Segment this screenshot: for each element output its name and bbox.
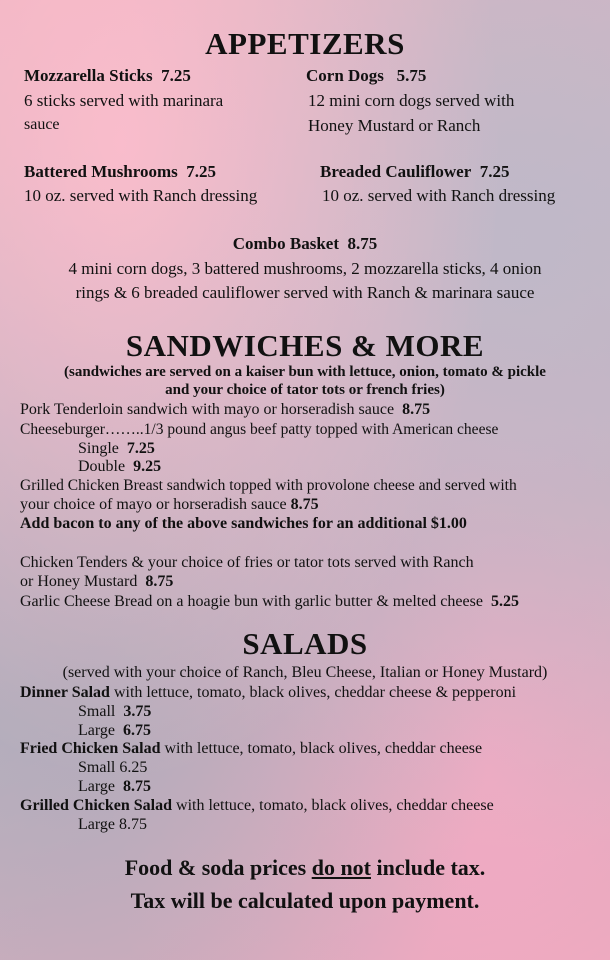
mushrooms-name: Battered Mushrooms bbox=[24, 162, 178, 181]
dinner-salad-name: Dinner Salad bbox=[20, 684, 110, 701]
corn-dogs-desc-1: 12 mini corn dogs served with bbox=[308, 91, 515, 110]
dinner-large-line bbox=[78, 722, 151, 740]
combo-title bbox=[0, 234, 610, 254]
combo-desc-2: rings & 6 breaded cauliflower served with Ranch & marinara sauce bbox=[75, 283, 535, 302]
double-price: 9.25 bbox=[133, 458, 162, 475]
pork-price: 8.75 bbox=[402, 401, 431, 418]
pork-desc: Pork Tenderloin sandwich with mayo or horseradish sauce bbox=[20, 401, 395, 418]
tenders-price: 8.75 bbox=[145, 573, 174, 590]
salads-note: (served with your choice of Ranch, Bleu Cheese, Italian or Honey Mustard) bbox=[62, 664, 548, 681]
mozzarella-title bbox=[24, 66, 191, 86]
double-line bbox=[78, 458, 161, 476]
grilled-line-1: Grilled Chicken Breast sandwich topped with provolone cheese and served with bbox=[20, 477, 517, 494]
combo-desc-1: 4 mini corn dogs, 3 battered mushrooms, 2 mozzarella sticks, 4 onion bbox=[68, 259, 542, 278]
cauliflower-price: 7.25 bbox=[479, 162, 510, 181]
cauliflower-title bbox=[320, 162, 510, 182]
garlic-line bbox=[20, 593, 519, 611]
fried-large-line bbox=[78, 778, 151, 796]
mozzarella-price: 7.25 bbox=[161, 66, 191, 85]
tax-note-1-c: include tax. bbox=[371, 855, 486, 880]
dinner-small-label: Small bbox=[78, 703, 116, 720]
fried-large-price: 8.75 bbox=[123, 778, 152, 795]
tenders-line-1: Chicken Tenders & your choice of fries or tator tots served with Ranch bbox=[20, 554, 474, 571]
tax-note-1-a: Food & soda prices bbox=[124, 855, 312, 880]
tax-note-1-emphasis: do not bbox=[311, 855, 371, 880]
mozzarella-desc-1: 6 sticks served with marinara bbox=[24, 91, 224, 110]
pork-line bbox=[20, 401, 430, 419]
cauliflower-name: Breaded Cauliflower bbox=[320, 162, 472, 181]
tax-note-2: Tax will be calculated upon payment. bbox=[130, 888, 480, 913]
garlic-desc: Garlic Cheese Bread on a hoagie bun with garlic butter & melted cheese bbox=[20, 593, 483, 610]
cheeseburger-line: Cheeseburger……..1/3 pound angus beef patty topped with American cheese bbox=[20, 421, 499, 438]
tax-note-1 bbox=[0, 855, 610, 881]
appetizers-heading: APPETIZERS bbox=[205, 26, 405, 61]
dinner-salad-desc: with lettuce, tomato, black olives, cheddar cheese & pepperoni bbox=[109, 684, 517, 701]
dinner-salad-line bbox=[20, 684, 516, 702]
grilled-price: 8.75 bbox=[290, 496, 319, 513]
dinner-small-price: 3.75 bbox=[123, 703, 152, 720]
salads-heading: SALADS bbox=[242, 626, 368, 661]
grilled-desc-2: your choice of mayo or horseradish sauce bbox=[20, 496, 287, 513]
single-label: Single bbox=[78, 440, 119, 457]
fried-salad-line bbox=[20, 740, 482, 758]
corn-dogs-name: Corn Dogs bbox=[306, 66, 384, 85]
grilled-line-2 bbox=[20, 496, 319, 514]
mushrooms-title bbox=[24, 162, 216, 182]
grilled-salad-name: Grilled Chicken Salad bbox=[20, 797, 173, 814]
mushrooms-desc: 10 oz. served with Ranch dressing bbox=[24, 186, 258, 205]
grilled-salad-line bbox=[20, 797, 494, 815]
dinner-large-label: Large bbox=[78, 722, 116, 739]
single-line bbox=[78, 440, 155, 458]
fried-salad-name: Fried Chicken Salad bbox=[20, 740, 161, 757]
sandwiches-heading: SANDWICHES & MORE bbox=[125, 328, 485, 363]
combo-price: 8.75 bbox=[347, 234, 378, 253]
single-price: 7.25 bbox=[126, 440, 155, 457]
sandwiches-note-2: and your choice of tator tots or french fries) bbox=[165, 382, 445, 398]
fried-salad-desc: with lettuce, tomato, black olives, cheddar cheese bbox=[160, 740, 483, 757]
grilled-large-line: Large 8.75 bbox=[78, 816, 148, 833]
tenders-line-2 bbox=[20, 573, 173, 591]
corn-dogs-desc-2: Honey Mustard or Ranch bbox=[308, 116, 481, 135]
garlic-price: 5.25 bbox=[490, 593, 519, 610]
bacon-line: Add bacon to any of the above sandwiches for an additional $1.00 bbox=[20, 515, 467, 532]
combo-name: Combo Basket bbox=[232, 234, 339, 253]
fried-small-line: Small 6.25 bbox=[78, 759, 148, 776]
mozzarella-desc-2: sauce bbox=[24, 116, 60, 133]
tenders-desc-2: or Honey Mustard bbox=[20, 573, 138, 590]
cauliflower-desc: 10 oz. served with Ranch dressing bbox=[322, 186, 556, 205]
double-label: Double bbox=[78, 458, 126, 475]
corn-dogs-title bbox=[306, 66, 426, 86]
corn-dogs-price: 5.75 bbox=[396, 66, 427, 85]
mushrooms-price: 7.25 bbox=[186, 162, 217, 181]
dinner-small-line bbox=[78, 703, 151, 721]
dinner-large-price: 6.75 bbox=[123, 722, 152, 739]
fried-large-label: Large bbox=[78, 778, 116, 795]
sandwiches-note-1: (sandwiches are served on a kaiser bun with lettuce, onion, tomato & pickle bbox=[64, 364, 546, 380]
mozzarella-name: Mozzarella Sticks bbox=[24, 66, 153, 85]
grilled-salad-desc: with lettuce, tomato, black olives, cheddar cheese bbox=[172, 797, 494, 814]
